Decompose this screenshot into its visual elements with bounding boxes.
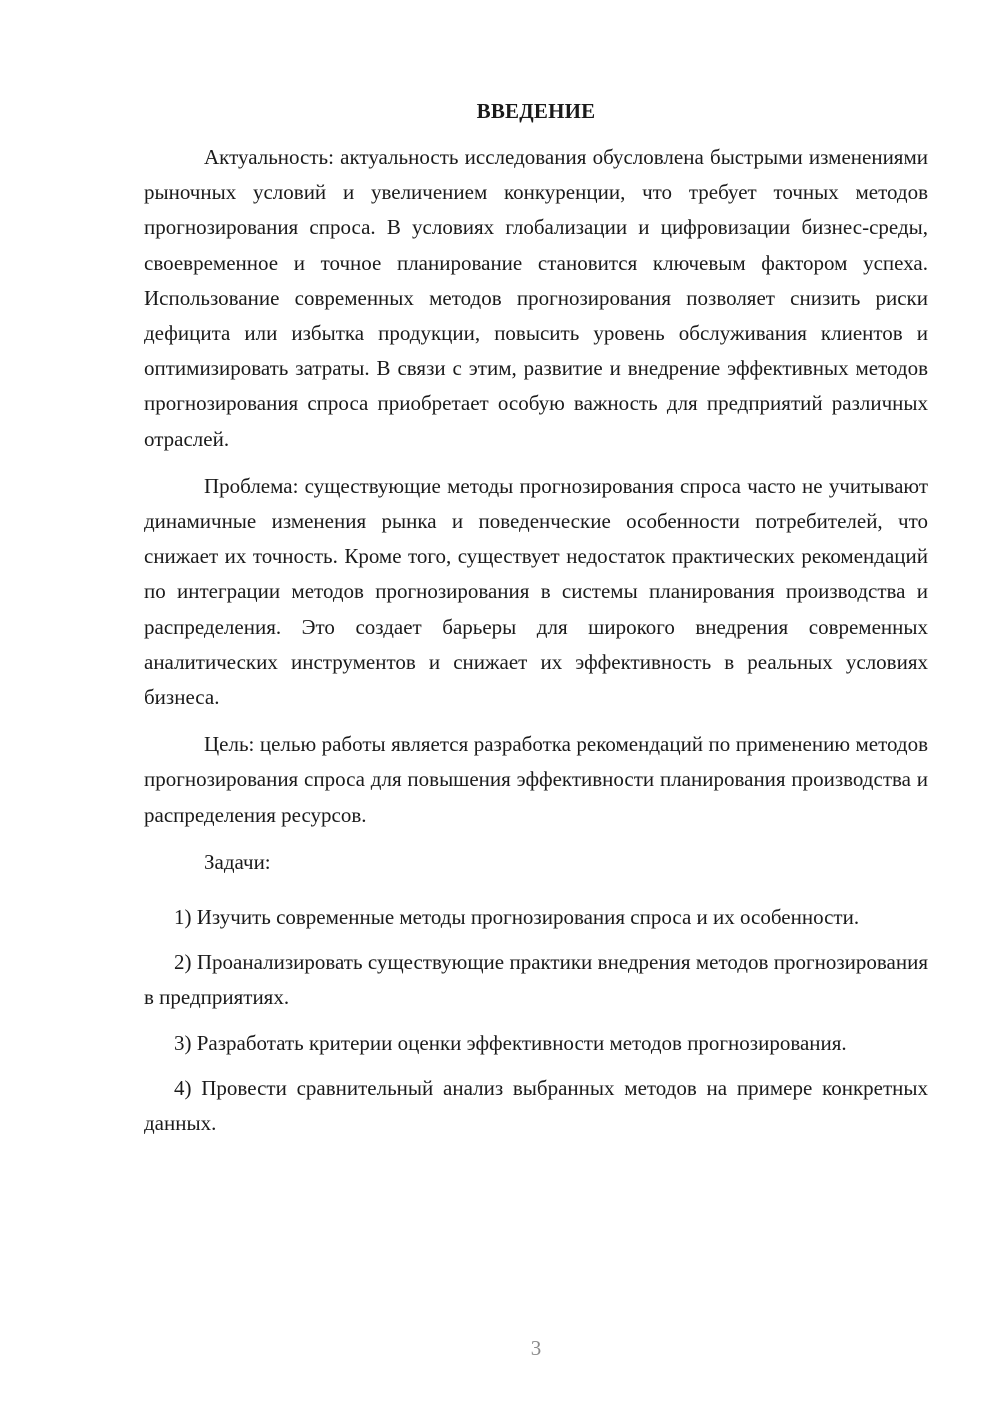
page-content — [144, 96, 928, 1141]
task-item: 4) Провести сравнительный анализ выбранных методов на примере конкретных данных. — [144, 1075, 928, 1136]
paragraph-goal: Цель: целью работы является разработка рекомендаций по применению методов прогнозирования спроса для повышения эффективности планирования производства и распределения ресурсов. — [144, 732, 928, 827]
task-item: 3) Разработать критерии оценки эффективности методов прогнозирования. — [174, 1030, 847, 1055]
paragraph-problem: Проблема: существующие методы прогнозирования спроса часто не учитывают динамичные изменения рынка и поведенческие особенности потребителей, что снижает их точность. Кроме того, существует недостаток практических рекомендаций по интеграции методов прогнозирования в системы планирования производства и распределения. Это создает барьеры для широкого внедрения современных аналитических инструментов и снижает их эффективность в реальных условиях бизнеса. — [144, 473, 928, 710]
task-item: 2) Проанализировать существующие практики внедрения методов прогнозирования в предприятиях. — [144, 950, 928, 1010]
page-number: 3 — [530, 1336, 542, 1360]
task-item: 1) Изучить современные методы прогнозирования спроса и их особенности. — [174, 905, 860, 930]
paragraph-relevance: Актуальность: актуальность исследования обусловлена быстрыми изменениями рыночных условий и увеличением конкуренции, что требует точных методов прогнозирования спроса. В условиях глобализации и цифровизации бизнес-среды, своевременное и точное планирование становится ключевым фактором успеха. Использование современных методов прогнозирования позволяет снизить риски дефицита или избытка продукции, повысить уровень обслуживания клиентов и оптимизировать затраты. В связи с этим, развитие и внедрение эффективных методов прогнозирования спроса приобретает особую важность для предприятий различных отраслей. — [144, 145, 928, 451]
section-heading: ВВЕДЕНИЕ — [476, 99, 596, 123]
tasks-label: Задачи: — [204, 849, 271, 874]
tasks-list — [144, 900, 928, 1141]
